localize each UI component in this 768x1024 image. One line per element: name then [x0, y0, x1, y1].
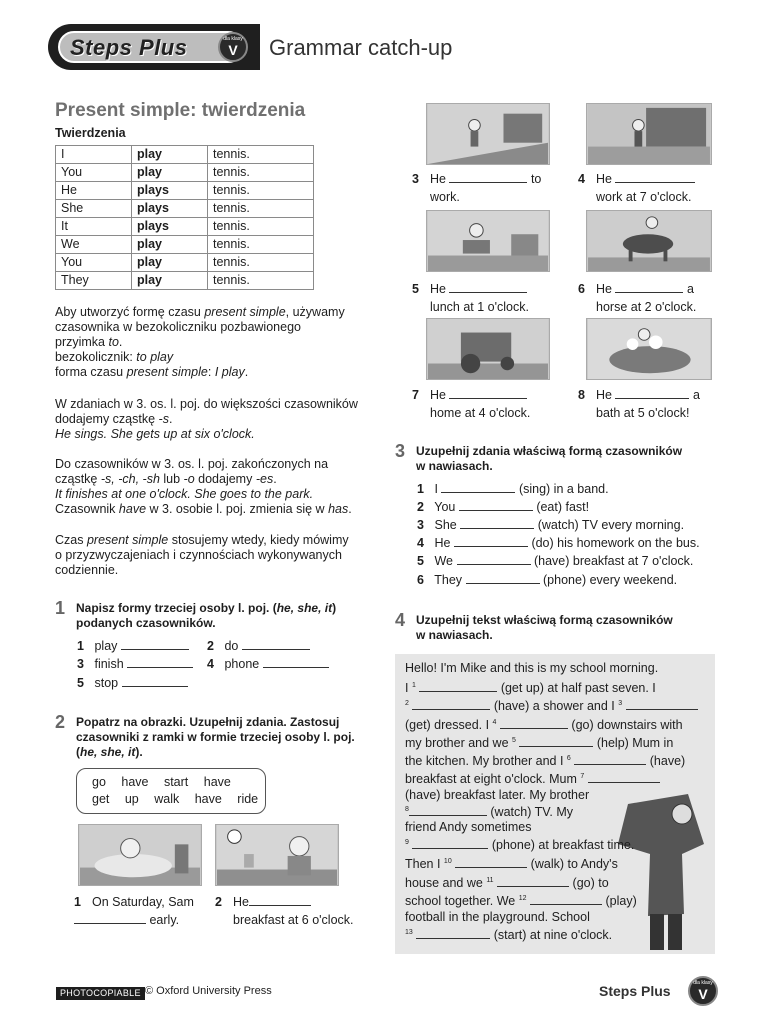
ex1-item-1: 1 play: [77, 638, 189, 655]
caption-7-line-2: home at 4 o'clock.: [430, 406, 531, 420]
exercise-2-number: 2: [55, 712, 66, 732]
ex3-item-1: 1 I (sing) in a band.: [417, 482, 609, 496]
answer-blank[interactable]: [574, 753, 646, 765]
answer-blank[interactable]: [615, 171, 695, 183]
picture-2-breakfast: [215, 824, 339, 886]
table-row: [56, 164, 314, 182]
caption-6-line-2: horse at 2 o'clock.: [596, 300, 697, 314]
explanation-3: Do czasowników w 3. os. l. poj. zakończonych na cząstkę -s, -ch, -sh lub -o dodajemy -es. It finishes at one o'clock. She goes to the park. Czasownik have w 3. osobie l. poj. zmienia się w has.: [55, 457, 352, 516]
caption-2-line-2: breakfast at 6 o'clock.: [233, 913, 354, 927]
table-row: [56, 200, 314, 218]
footer-badge-small-text: dla klasy: [693, 980, 713, 986]
answer-blank[interactable]: [449, 171, 527, 183]
table-row: [56, 254, 314, 272]
story-line-9: $^8$ (watch) TV. My: [405, 805, 574, 819]
ex1-item-3: 3 finish: [77, 656, 193, 673]
story-line-16: $^{13}$ (start) at nine o'clock.: [405, 928, 613, 942]
exercise-4-number: 4: [395, 610, 406, 630]
answer-blank[interactable]: [122, 675, 188, 687]
answer-blank[interactable]: [626, 698, 698, 710]
verb-cell: plays: [132, 182, 208, 200]
word-box-line-1: go have start have: [92, 775, 231, 789]
object-cell: tennis.: [208, 254, 314, 272]
picture-7-home: [426, 318, 550, 380]
boy-illustration: [608, 784, 712, 954]
object-cell: tennis.: [208, 218, 314, 236]
caption-1-line-2: early.: [74, 911, 179, 929]
verb-cell: play: [132, 272, 208, 290]
table-row: [56, 272, 314, 290]
answer-blank[interactable]: [460, 517, 534, 529]
footer-brand: Steps Plus: [599, 983, 671, 999]
caption-1: 1 On Saturday, Sam: [74, 895, 194, 909]
table-row: [56, 218, 314, 236]
caption-8-line-2: bath at 5 o'clock!: [596, 406, 690, 420]
footer-badge-number: V: [698, 986, 708, 1002]
picture-8-bath: [586, 318, 712, 380]
verb-cell: plays: [132, 200, 208, 218]
explanation-4: Czas present simple stosujemy wtedy, kiedy mówimy o przyzwyczajeniach i czynnościach wykonywanych codziennie.: [55, 533, 349, 577]
answer-blank[interactable]: [121, 638, 189, 650]
story-line-4: (get) dressed. I $^4$ (go) downstairs with: [405, 718, 683, 732]
table-row: [56, 236, 314, 254]
explanation-1: Aby utworzyć formę czasu present simple, używamy czasownika w bezokoliczniku pozbawionego przyimka to. bezokolicznik: to play forma czasu present simple: I play.: [55, 305, 345, 379]
pronoun-cell: I: [56, 146, 132, 164]
picture-5-lunch: [426, 210, 550, 272]
caption-4: 4 He: [578, 170, 695, 188]
table-row: [56, 182, 314, 200]
pronoun-cell: You: [56, 254, 132, 272]
object-cell: tennis.: [208, 182, 314, 200]
caption-3-line-2: work.: [430, 190, 460, 204]
answer-blank[interactable]: [519, 735, 593, 747]
section-title: Present simple: twierdzenia: [55, 100, 306, 121]
ex3-item-2: 2 You (eat) fast!: [417, 500, 590, 514]
answer-blank[interactable]: [409, 804, 487, 816]
answer-blank[interactable]: [242, 638, 310, 650]
caption-7: 7 He: [412, 386, 527, 404]
answer-blank[interactable]: [449, 387, 527, 399]
answer-blank[interactable]: [497, 875, 569, 887]
ex1-item-4: 4 phone: [207, 656, 329, 673]
story-line-6: the kitchen. My brother and I $^6$ (have): [405, 754, 686, 768]
story-line-12: Then I $^{10}$ (walk) to Andy's: [405, 857, 618, 871]
story-line-8: (have) breakfast later. My brother: [405, 788, 590, 802]
pronoun-cell: It: [56, 218, 132, 236]
table-row: [56, 146, 314, 164]
ex3-item-6: 6 They (phone) every weekend.: [417, 573, 678, 587]
ex3-item-3: 3 She (watch) TV every morning.: [417, 518, 685, 532]
verb-cell: play: [132, 254, 208, 272]
caption-5-line-2: lunch at 1 o'clock.: [430, 300, 529, 314]
caption-4-line-2: work at 7 o'clock.: [596, 190, 692, 204]
conjugation-table: [55, 145, 314, 290]
answer-blank[interactable]: [416, 927, 490, 939]
verb-cell: play: [132, 146, 208, 164]
object-cell: tennis.: [208, 236, 314, 254]
story-line-11: $^9$ (phone) at breakfast time.: [405, 838, 635, 852]
ex1-item-5: 5 stop: [77, 675, 188, 692]
page-title: Grammar catch-up: [269, 35, 453, 60]
story-line-7: breakfast at eight o'clock. Mum $^7$: [405, 771, 660, 788]
picture-6-horse: [586, 210, 712, 272]
pronoun-cell: He: [56, 182, 132, 200]
pronoun-cell: We: [56, 236, 132, 254]
answer-blank[interactable]: [449, 281, 527, 293]
picture-4-work: [586, 103, 712, 165]
answer-blank[interactable]: [412, 698, 490, 710]
verb-cell: play: [132, 164, 208, 182]
table-subtitle: Twierdzenia: [55, 126, 126, 140]
answer-blank[interactable]: [466, 572, 540, 584]
answer-blank[interactable]: [615, 281, 683, 293]
exercise-2-title: Popatrz na obrazki. Uzupełnij zdania. Zastosuj czasowniki z ramki w formie trzeciej osoby l. poj. (he, she, it).: [76, 715, 355, 759]
caption-3: 3 He to: [412, 172, 542, 186]
caption-8: 8 He a: [578, 388, 700, 402]
answer-blank[interactable]: [457, 553, 531, 565]
answer-blank[interactable]: [74, 912, 146, 924]
story-line-3: $^2$ (have) a shower and I $^3$: [405, 698, 698, 715]
pronoun-cell: You: [56, 164, 132, 182]
exercise-1-title: Napisz formy trzeciej osoby l. poj. (he, she, it) podanych czasowników.: [76, 601, 337, 630]
story-line-15: football in the playground. School: [405, 910, 590, 924]
object-cell: tennis.: [208, 200, 314, 218]
answer-blank[interactable]: [263, 656, 329, 668]
story-line-1: Hello! I'm Mike and this is my school morning.: [405, 661, 659, 675]
exercise-4-title: Uzupełnij tekst właściwą formą czasowników w nawiasach.: [416, 613, 673, 642]
class-badge: [218, 32, 248, 62]
object-cell: tennis.: [208, 164, 314, 182]
answer-blank[interactable]: [127, 656, 193, 668]
explanation-2: W zdaniach w 3. os. l. poj. do większości czasowników dodajemy cząstkę -s. He sings. She gets up at six o'clock.: [55, 397, 358, 441]
pronoun-cell: They: [56, 272, 132, 290]
picture-1-getting-up: [78, 824, 202, 886]
verb-cell: play: [132, 236, 208, 254]
pronoun-cell: She: [56, 200, 132, 218]
exercise-3-number: 3: [395, 441, 406, 461]
caption-2: 2 He: [215, 893, 311, 911]
ex1-item-2: 2 do: [207, 638, 310, 655]
answer-blank[interactable]: [455, 856, 527, 868]
answer-blank[interactable]: [249, 894, 311, 906]
object-cell: tennis.: [208, 146, 314, 164]
badge-number: V: [228, 42, 238, 58]
word-box-line-2: get up walk have ride: [92, 792, 259, 806]
copyright-text: © Oxford University Press: [145, 985, 272, 997]
exercise-3-title: Uzupełnij zdania właściwą formą czasowników w nawiasach.: [416, 444, 683, 473]
answer-blank[interactable]: [615, 387, 689, 399]
answer-blank[interactable]: [459, 499, 533, 511]
story-line-13: house and we $^{11}$ (go) to: [405, 876, 609, 890]
badge-small-text: dla klasy: [223, 36, 243, 42]
story-line-2: I $^1$ (get up) at half past seven. I: [405, 681, 656, 695]
logo-text: Steps Plus: [70, 35, 188, 60]
verb-cell: plays: [132, 218, 208, 236]
story-line-10: friend Andy sometimes: [405, 820, 532, 834]
picture-3-walk: [426, 103, 550, 165]
object-cell: tennis.: [208, 272, 314, 290]
ex3-item-5: 5 We (have) breakfast at 7 o'clock.: [417, 554, 694, 568]
footer-class-badge: [688, 976, 718, 1006]
answer-blank[interactable]: [500, 717, 568, 729]
photocopiable-tag: PHOTOCOPIABLE: [56, 987, 145, 1000]
answer-blank[interactable]: [588, 771, 660, 783]
exercise-1-number: 1: [55, 598, 66, 618]
answer-blank[interactable]: [454, 535, 528, 547]
ex3-item-4: 4 He (do) his homework on the bus.: [417, 536, 700, 550]
answer-blank[interactable]: [441, 481, 515, 493]
answer-blank[interactable]: [419, 680, 497, 692]
story-line-5: my brother and we $^5$ (help) Mum in: [405, 736, 674, 750]
answer-blank[interactable]: [530, 893, 602, 905]
caption-5: 5 He: [412, 280, 527, 298]
caption-6: 6 He a: [578, 282, 694, 296]
story-line-14: school together. We $^{12}$ (play): [405, 894, 637, 908]
verb-word-box: [76, 768, 266, 814]
answer-blank[interactable]: [412, 837, 488, 849]
